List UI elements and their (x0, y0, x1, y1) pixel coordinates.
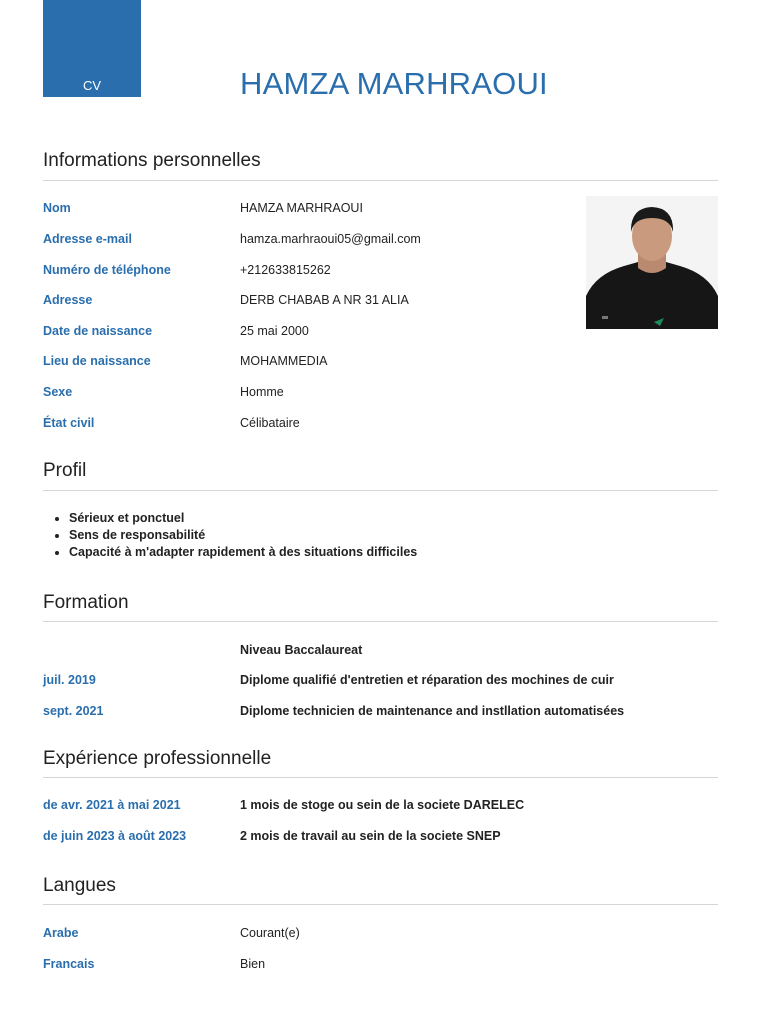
page-title: HAMZA MARHRAOUI (240, 66, 548, 101)
experience-item: 2 mois de travail au sein de la societe SNEP (240, 829, 501, 843)
section-title-experience: Expérience professionnelle (43, 748, 272, 769)
language-level: Courant(e) (240, 926, 300, 940)
language-name: Arabe (43, 926, 79, 940)
language-name: Francais (43, 957, 95, 971)
value-birthdate: 25 mai 2000 (240, 324, 309, 338)
divider (43, 180, 718, 181)
experience-date: de juin 2023 à août 2023 (43, 829, 187, 843)
section-title-personal: Informations personnelles (43, 150, 261, 171)
label-phone: Numéro de téléphone (43, 263, 171, 277)
divider (43, 904, 718, 905)
value-civil-status: Célibataire (240, 416, 300, 430)
list-item: • Sérieux et ponctuel (69, 510, 417, 527)
cv-badge (43, 0, 141, 97)
list-item: • Sens de responsabilité (69, 527, 417, 544)
value-birthplace: MOHAMMEDIA (240, 354, 328, 368)
section-title-profile: Profil (43, 460, 87, 481)
label-address: Adresse (43, 293, 93, 307)
label-sex: Sexe (43, 385, 73, 399)
value-address: DERB CHABAB A NR 31 ALIA (240, 293, 409, 307)
education-item: Niveau Baccalaureat (240, 643, 363, 657)
education-item: Diplome technicien de maintenance and instllation automatisées (240, 704, 625, 718)
education-date: sept. 2021 (43, 704, 104, 718)
divider (43, 777, 718, 778)
value-nom: HAMZA MARHRAOUI (240, 201, 363, 215)
label-email: Adresse e-mail (43, 232, 132, 246)
language-level: Bien (240, 957, 266, 971)
profile-list (43, 510, 417, 561)
label-birthdate: Date de naissance (43, 324, 153, 338)
value-sex: Homme (240, 385, 284, 399)
cv-badge-label: CV (82, 78, 102, 93)
education-item: Diplome qualifié d'entretien et réparation des mochines de cuir (240, 673, 614, 687)
list-item: • Capacité à m'adapter rapidement à des situations difficiles (69, 544, 417, 561)
value-email: hamza.marhraoui05@gmail.com (240, 232, 421, 246)
label-birthplace: Lieu de naissance (43, 354, 151, 368)
section-title-education: Formation (43, 592, 129, 613)
label-civil-status: État civil (43, 416, 95, 430)
profile-photo (586, 196, 718, 329)
section-title-languages: Langues (43, 875, 116, 896)
label-nom: Nom (43, 201, 71, 215)
value-phone: +212633815262 (240, 263, 331, 277)
divider (43, 621, 718, 622)
divider (43, 490, 718, 491)
experience-date: de avr. 2021 à mai 2021 (43, 798, 181, 812)
education-date: juil. 2019 (43, 673, 96, 687)
experience-item: 1 mois de stoge ou sein de la societe DARELEC (240, 798, 525, 812)
